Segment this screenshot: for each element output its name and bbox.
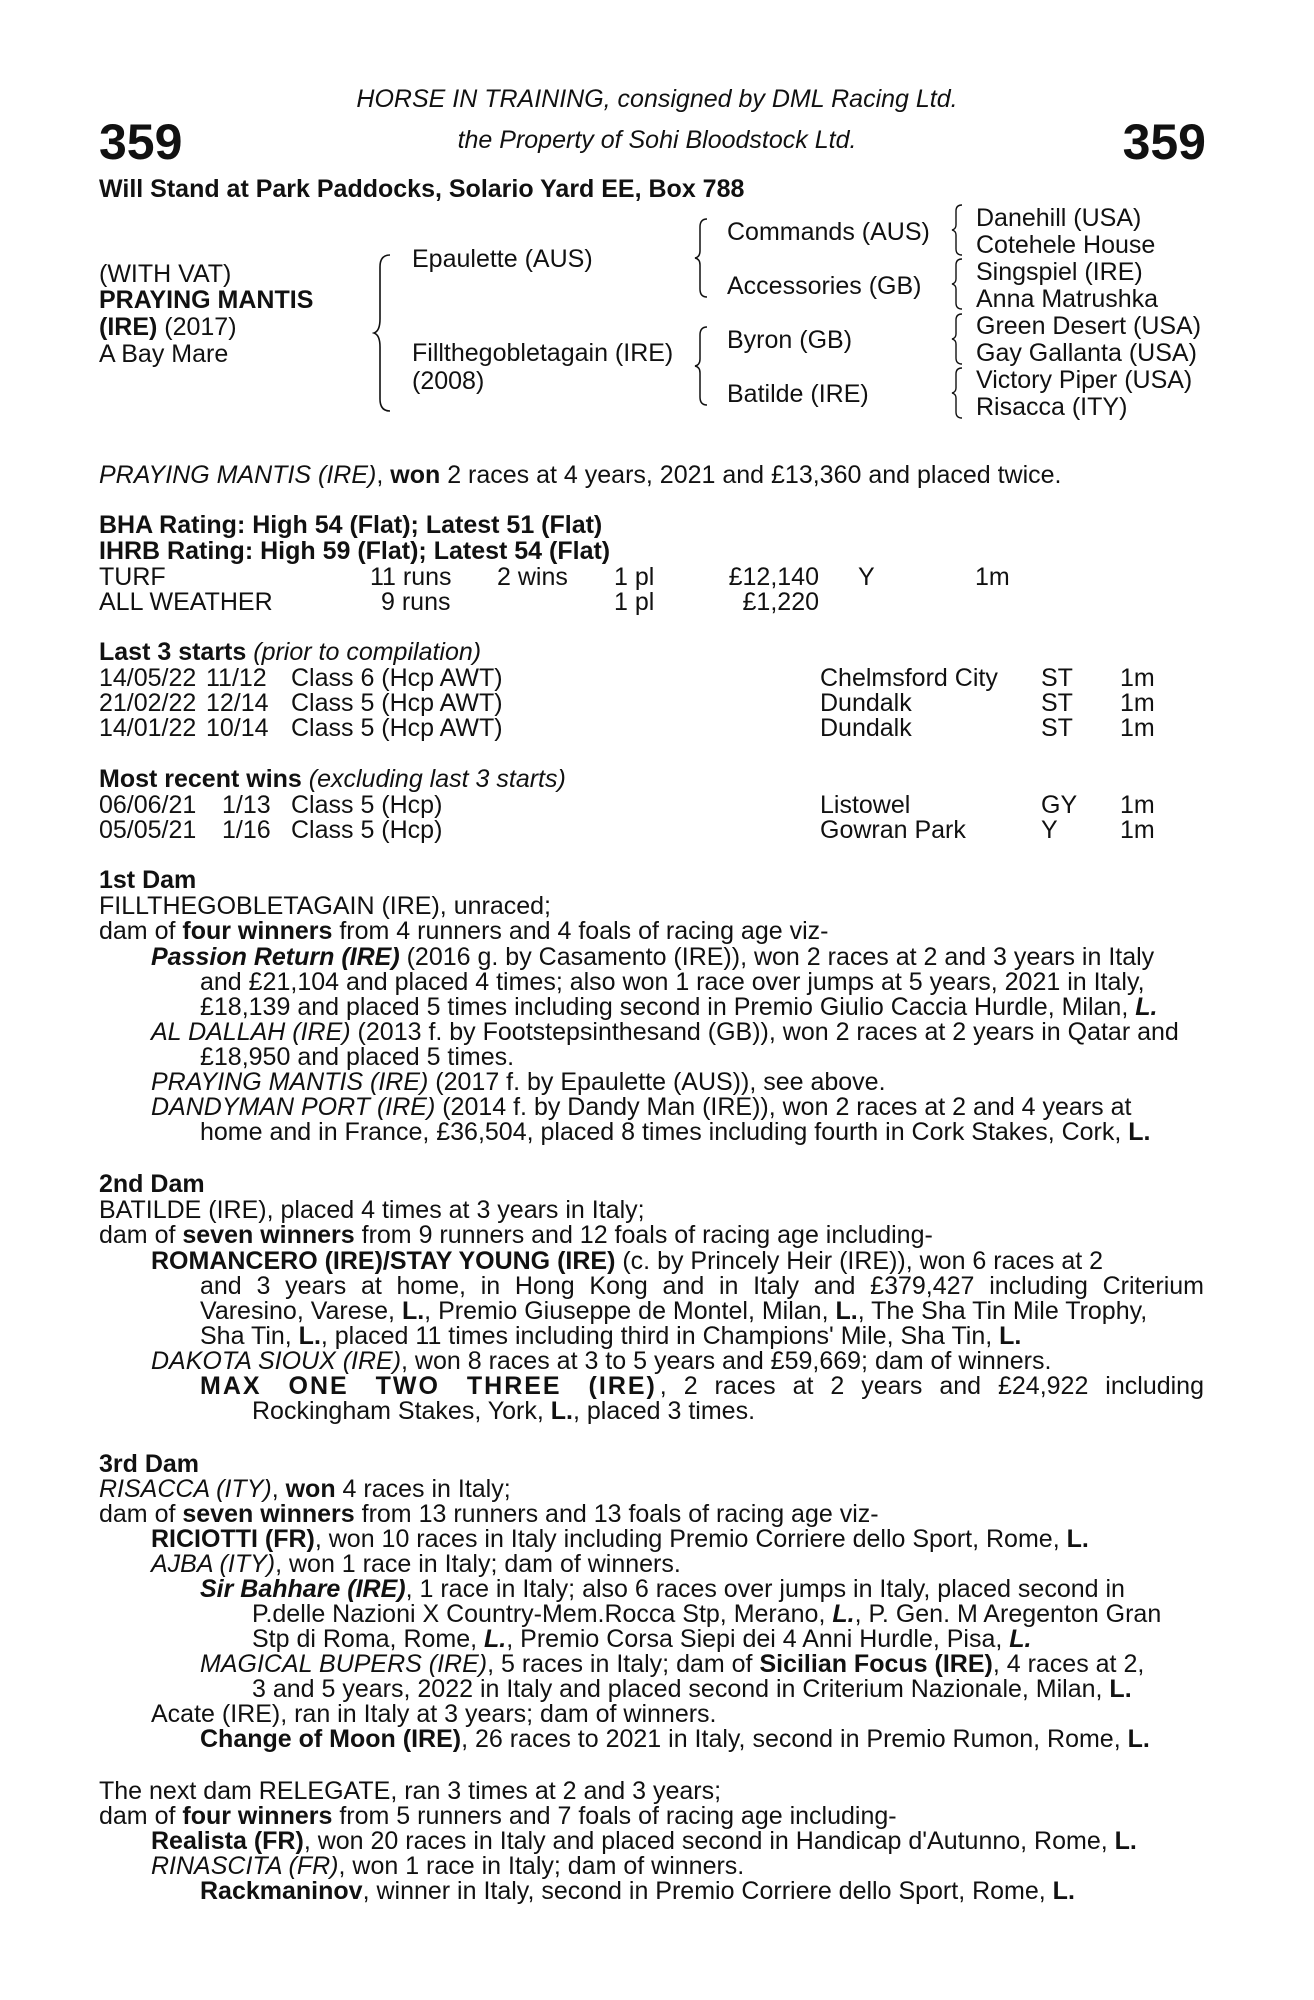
dam1-foal-1-cont: and £21,104 and placed 4 times; also won 1 race over jumps at 5 years, 2021 in Italy, xyxy=(200,968,1145,996)
dam1-line: FILLTHEGOBLETAGAIN (IRE), unraced; xyxy=(99,892,551,920)
dam1-produce-summary xyxy=(99,919,828,944)
t: from 5 runners and 7 foals of racing age including- xyxy=(332,1802,897,1830)
listed-mark: L. xyxy=(1009,1625,1032,1653)
ggs-7: Victory Piper (USA) xyxy=(976,366,1193,394)
foal-name: RINASCITA (FR) xyxy=(151,1852,339,1880)
win-distance: 1m xyxy=(1120,791,1155,819)
foal-name: Realista (FR) xyxy=(151,1827,304,1855)
foal-name: MAGICAL BUPERS (IRE) xyxy=(200,1650,488,1678)
pedigree-brace-ds xyxy=(950,312,964,366)
t: four winners xyxy=(182,917,333,945)
record-prize: £12,140 xyxy=(728,563,819,591)
win-date: 05/05/21 xyxy=(99,816,197,844)
listed-mark: L. xyxy=(1114,1827,1137,1855)
start-distance: 1m xyxy=(1120,714,1155,742)
dam3-foal-3: Acate (IRE), ran in Italy at 3 years; dam of winners. xyxy=(151,1700,717,1728)
recent-note: (excluding last 3 starts) xyxy=(301,765,566,793)
dam1-foal-4 xyxy=(151,1095,1131,1120)
dam1-foal-3 xyxy=(151,1070,886,1095)
ggs-5: Green Desert (USA) xyxy=(976,312,1202,340)
foal-name: Passion Return (IRE) xyxy=(151,943,400,971)
t: , placed 3 times. xyxy=(573,1397,756,1425)
t: , won 10 races in Italy including Premio Corriere dello Sport, Rome, xyxy=(314,1525,1067,1553)
t: dam of xyxy=(99,917,183,945)
dam2-foal-2 xyxy=(151,1349,1051,1374)
horse-year: (2017) xyxy=(157,313,237,341)
consignment-line: HORSE IN TRAINING, consigned by DML Racing Ltd. xyxy=(356,85,958,113)
t: dam of xyxy=(99,1500,183,1528)
t: , won 1 race in Italy; dam of winners. xyxy=(338,1852,745,1880)
pedigree-brace-sire xyxy=(693,217,709,299)
start-course: Dundalk xyxy=(820,689,912,717)
t: home and in France, £36,504, placed 8 times including fourth in Cork Stakes, Cork, xyxy=(200,1118,1129,1146)
dam2-line: BATILDE (IRE), placed 4 times at 3 years in Italy; xyxy=(99,1196,645,1224)
record-wins: 2 wins xyxy=(497,563,568,591)
sire-dam: Accessories (GB) xyxy=(727,272,922,300)
dam1-foal-4-cont xyxy=(200,1120,1151,1145)
t: (2016 g. by Casamento (IRE)), won 2 races at 2 and 3 years in Italy xyxy=(399,943,1155,971)
vat-label: (WITH VAT) xyxy=(99,260,232,288)
summary-won: won xyxy=(390,461,441,489)
foal-name: PRAYING MANTIS (IRE) xyxy=(151,1068,429,1096)
win-class: Class 5 (Hcp) xyxy=(291,791,443,819)
listed-mark: L. xyxy=(401,1297,425,1325)
start-row xyxy=(0,716,1314,742)
record-surface: TURF xyxy=(99,563,166,591)
foal-name: AL DALLAH (IRE) xyxy=(151,1018,351,1046)
dam3-grandfoal-1-cont xyxy=(252,1602,1161,1627)
dam2-heading: 2nd Dam xyxy=(99,1170,205,1198)
last3-note: (prior to compilation) xyxy=(246,638,482,666)
dam1-heading: 1st Dam xyxy=(99,866,197,894)
t: (2014 f. by Dandy Man (IRE)), won 2 races at 2 and 4 years at xyxy=(435,1093,1132,1121)
record-runs: 9 runs xyxy=(381,588,451,616)
foal-name: Change of Moon (IRE) xyxy=(200,1725,462,1753)
listed-mark: L. xyxy=(1127,1725,1150,1753)
t: Sicilian Focus (IRE) xyxy=(759,1650,993,1678)
sire: Epaulette (AUS) xyxy=(412,245,593,273)
t: , won 20 races in Italy and placed second in Handicap d'Autunno, Rome, xyxy=(303,1827,1115,1855)
t: P.delle Nazioni X Country-Mem.Rocca Stp, Merano, xyxy=(252,1600,833,1628)
t: , 1 race in Italy; also 6 races over jumps in Italy, placed second in xyxy=(405,1575,1125,1603)
horse-description: A Bay Mare xyxy=(99,340,229,368)
t: from 13 runners and 13 foals of racing age viz- xyxy=(354,1500,879,1528)
dam2-foal-1 xyxy=(151,1249,1103,1274)
dam3-foal-1 xyxy=(151,1527,1089,1552)
listed-mark: L. xyxy=(550,1397,573,1425)
start-row xyxy=(0,691,1314,717)
t: £18,139 and placed 5 times including second in Premio Giulio Caccia Hurdle, Milan, xyxy=(200,993,1136,1021)
listed-mark: L. xyxy=(1052,1877,1075,1905)
nextdam-foal-1 xyxy=(151,1829,1137,1854)
record-distance: 1m xyxy=(975,563,1010,591)
t: , 2 races at 2 years and £24,922 including xyxy=(659,1372,1204,1400)
t: , won 8 races at 3 to 5 years and £59,669; dam of winners. xyxy=(401,1347,1052,1375)
foal-name: Sir Bahhare (IRE) xyxy=(200,1575,406,1603)
t: (2013 f. by Footstepsinthesand (GB)), won 2 races at 2 years in Qatar and xyxy=(350,1018,1179,1046)
t: from 9 runners and 12 foals of racing age including- xyxy=(354,1221,933,1249)
record-placed: 1 pl xyxy=(614,563,655,591)
pedigree-brace-dd xyxy=(950,366,964,420)
ggs-8: Risacca (ITY) xyxy=(976,393,1128,421)
listed-mark: L. xyxy=(484,1625,507,1653)
horse-name-suffix xyxy=(99,315,237,340)
nextdam-foal-2 xyxy=(151,1854,744,1879)
win-class: Class 5 (Hcp) xyxy=(291,816,443,844)
property-line: the Property of Sohi Bloodstock Ltd. xyxy=(457,126,857,154)
listed-mark: L. xyxy=(999,1322,1022,1350)
listed-mark: L. xyxy=(1135,993,1158,1021)
dam3-grandfoal-2 xyxy=(200,1652,1144,1677)
t: four winners xyxy=(182,1802,333,1830)
dam2-produce-summary xyxy=(99,1223,933,1248)
t: seven winners xyxy=(182,1500,355,1528)
foal-name: DAKOTA SIOUX (IRE) xyxy=(151,1347,402,1375)
dam3-grandfoal-3 xyxy=(200,1727,1150,1752)
dam3-produce-summary xyxy=(99,1502,879,1527)
record-row-aw xyxy=(0,590,1314,616)
t: , P. Gen. M Aregenton Gran xyxy=(854,1600,1162,1628)
summary-sep: , xyxy=(376,461,391,489)
t: 3 and 5 years, 2022 in Italy and placed second in Criterium Nazionale, Milan, xyxy=(252,1675,1110,1703)
t: won xyxy=(285,1475,336,1503)
listed-mark: L. xyxy=(832,1600,855,1628)
lot-number-right: 359 xyxy=(1122,114,1206,170)
start-class: Class 6 (Hcp AWT) xyxy=(291,664,503,692)
summary-horse: PRAYING MANTIS (IRE) xyxy=(99,461,377,489)
foal-name: RICIOTTI (FR) xyxy=(151,1525,315,1553)
recent-title: Most recent wins xyxy=(99,765,302,793)
start-position: 10/14 xyxy=(206,714,269,742)
dam3-grandfoal-1 xyxy=(200,1577,1125,1602)
listed-mark: L. xyxy=(835,1297,858,1325)
t: (2017 f. by Epaulette (AUS)), see above. xyxy=(428,1068,886,1096)
nextdam-produce-summary xyxy=(99,1804,897,1829)
t: from 4 runners and 4 foals of racing age viz- xyxy=(332,917,829,945)
t: Stp di Roma, Rome, xyxy=(252,1625,485,1653)
listed-mark: L. xyxy=(1128,1118,1151,1146)
dam3-grandfoal-2-cont xyxy=(252,1677,1132,1702)
dam-sire: Byron (GB) xyxy=(727,326,853,354)
start-going: ST xyxy=(1041,664,1073,692)
start-going: ST xyxy=(1041,714,1073,742)
ggs-2: Cotehele House xyxy=(976,231,1156,259)
foal-name: Rackmaninov xyxy=(200,1877,363,1905)
dam2-grandfoal-1-cont xyxy=(252,1399,755,1424)
win-row xyxy=(0,818,1314,844)
start-course: Chelmsford City xyxy=(820,664,998,692)
start-distance: 1m xyxy=(1120,689,1155,717)
horse-name: PRAYING MANTIS xyxy=(99,286,314,314)
nextdam-grandfoal-1 xyxy=(200,1879,1075,1904)
listed-mark: L. xyxy=(1109,1675,1132,1703)
dam-dam: Batilde (IRE) xyxy=(727,380,869,408)
horse-country: (IRE) xyxy=(99,313,158,341)
win-distance: 1m xyxy=(1120,816,1155,844)
t: Sha Tin, xyxy=(200,1322,299,1350)
nextdam-line: The next dam RELEGATE, ran 3 times at 2 and 3 years; xyxy=(99,1777,722,1805)
t: , Premio Giuseppe de Montel, Milan, xyxy=(424,1297,836,1325)
ggs-1: Danehill (USA) xyxy=(976,204,1142,232)
record-placed: 1 pl xyxy=(614,588,655,616)
t: 4 races in Italy; xyxy=(335,1475,511,1503)
start-going: ST xyxy=(1041,689,1073,717)
t: RISACCA (ITY) xyxy=(99,1475,272,1503)
t: , Premio Corsa Siepi dei 4 Anni Hurdle, Pisa, xyxy=(506,1625,1010,1653)
start-date: 21/02/22 xyxy=(99,689,197,717)
pedigree-brace-ss xyxy=(950,203,964,257)
t: , 5 races in Italy; dam of xyxy=(487,1650,760,1678)
dam3-foal-2 xyxy=(151,1552,681,1577)
listed-mark: L. xyxy=(298,1322,321,1350)
t: Varesino, Varese, xyxy=(200,1297,402,1325)
t: , The Sha Tin Mile Trophy, xyxy=(857,1297,1148,1325)
foal-name: DANDYMAN PORT (IRE) xyxy=(151,1093,436,1121)
t: Rockingham Stakes, York, xyxy=(252,1397,551,1425)
start-course: Dundalk xyxy=(820,714,912,742)
stand-location: Will Stand at Park Paddocks, Solario Yard EE, Box 788 xyxy=(99,175,745,203)
ggs-4: Anna Matrushka xyxy=(976,285,1159,313)
start-date: 14/01/22 xyxy=(99,714,197,742)
dam3-heading: 3rd Dam xyxy=(99,1450,200,1478)
record-runs: 11 runs xyxy=(370,563,452,591)
foal-name: AJBA (ITY) xyxy=(151,1550,276,1578)
win-date: 06/06/21 xyxy=(99,791,197,819)
start-date: 14/05/22 xyxy=(99,664,197,692)
dam-year: (2008) xyxy=(412,367,485,395)
summary-rest: 2 races at 4 years, 2021 and £13,360 and placed twice. xyxy=(440,461,1062,489)
ggs-6: Gay Gallanta (USA) xyxy=(976,339,1197,367)
dam2-grandfoal-1 xyxy=(200,1374,1204,1399)
dam1-foal-1 xyxy=(151,945,1154,970)
bha-rating: BHA Rating: High 54 (Flat); Latest 51 (Flat) xyxy=(99,511,603,539)
start-position: 11/12 xyxy=(206,664,267,692)
ihrb-rating: IHRB Rating: High 59 (Flat); Latest 54 (Flat) xyxy=(99,537,611,565)
dam1-foal-2-cont: £18,950 and placed 5 times. xyxy=(200,1043,515,1071)
pedigree-brace-sd xyxy=(950,257,964,311)
listed-mark: L. xyxy=(1066,1525,1089,1553)
last3-heading xyxy=(99,640,481,665)
t: , winner in Italy, second in Premio Corriere dello Sport, Rome, xyxy=(362,1877,1053,1905)
win-position: 1/16 xyxy=(222,816,271,844)
start-class: Class 5 (Hcp AWT) xyxy=(291,714,503,742)
lot-number-left: 359 xyxy=(99,114,183,170)
t: seven winners xyxy=(182,1221,355,1249)
win-course: Gowran Park xyxy=(820,816,966,844)
t: , won 1 race in Italy; dam of winners. xyxy=(275,1550,681,1578)
start-position: 12/14 xyxy=(206,689,269,717)
t: dam of xyxy=(99,1221,183,1249)
record-surface: ALL WEATHER xyxy=(99,588,273,616)
t: (c. by Princely Heir (IRE)), won 6 races at 2 xyxy=(615,1247,1104,1275)
start-class: Class 5 (Hcp AWT) xyxy=(291,689,503,717)
record-going: Y xyxy=(858,563,875,591)
t: , 26 races to 2021 in Italy, second in Premio Rumon, Rome, xyxy=(461,1725,1128,1753)
sire-sire: Commands (AUS) xyxy=(727,218,930,246)
race-summary xyxy=(99,463,1062,488)
foal-name: MAX ONE TWO THREE (IRE) xyxy=(200,1372,657,1400)
dam2-foal-1-cont xyxy=(200,1299,1147,1324)
start-distance: 1m xyxy=(1120,664,1155,692)
foal-name: ROMANCERO (IRE)/STAY YOUNG (IRE) xyxy=(151,1247,616,1275)
win-going: Y xyxy=(1041,816,1058,844)
dam1-foal-2 xyxy=(151,1020,1179,1045)
t: , xyxy=(271,1475,286,1503)
win-going: GY xyxy=(1041,791,1078,819)
record-prize: £1,220 xyxy=(742,588,819,616)
dam: Fillthegobletagain (IRE) xyxy=(412,339,674,367)
dam3-line xyxy=(99,1477,511,1502)
recent-heading xyxy=(99,767,566,792)
win-position: 1/13 xyxy=(222,791,271,819)
dam1-foal-1-cont xyxy=(200,995,1157,1020)
pedigree-brace-dam xyxy=(693,325,709,407)
win-course: Listowel xyxy=(820,791,911,819)
dam2-foal-1-cont: and 3 years at home, in Hong Kong and in Italy and £379,427 including Criterium xyxy=(200,1272,1204,1300)
dam2-foal-1-cont xyxy=(200,1324,1021,1349)
t: , placed 11 times including third in Champions' Mile, Sha Tin, xyxy=(320,1322,1000,1350)
dam3-grandfoal-1-cont xyxy=(252,1627,1031,1652)
ggs-3: Singspiel (IRE) xyxy=(976,258,1143,286)
start-row xyxy=(0,666,1314,692)
pedigree-brace-main xyxy=(372,253,394,413)
t: , 4 races at 2, xyxy=(992,1650,1145,1678)
t: dam of xyxy=(99,1802,183,1830)
win-row xyxy=(0,793,1314,819)
last3-title: Last 3 starts xyxy=(99,638,247,666)
